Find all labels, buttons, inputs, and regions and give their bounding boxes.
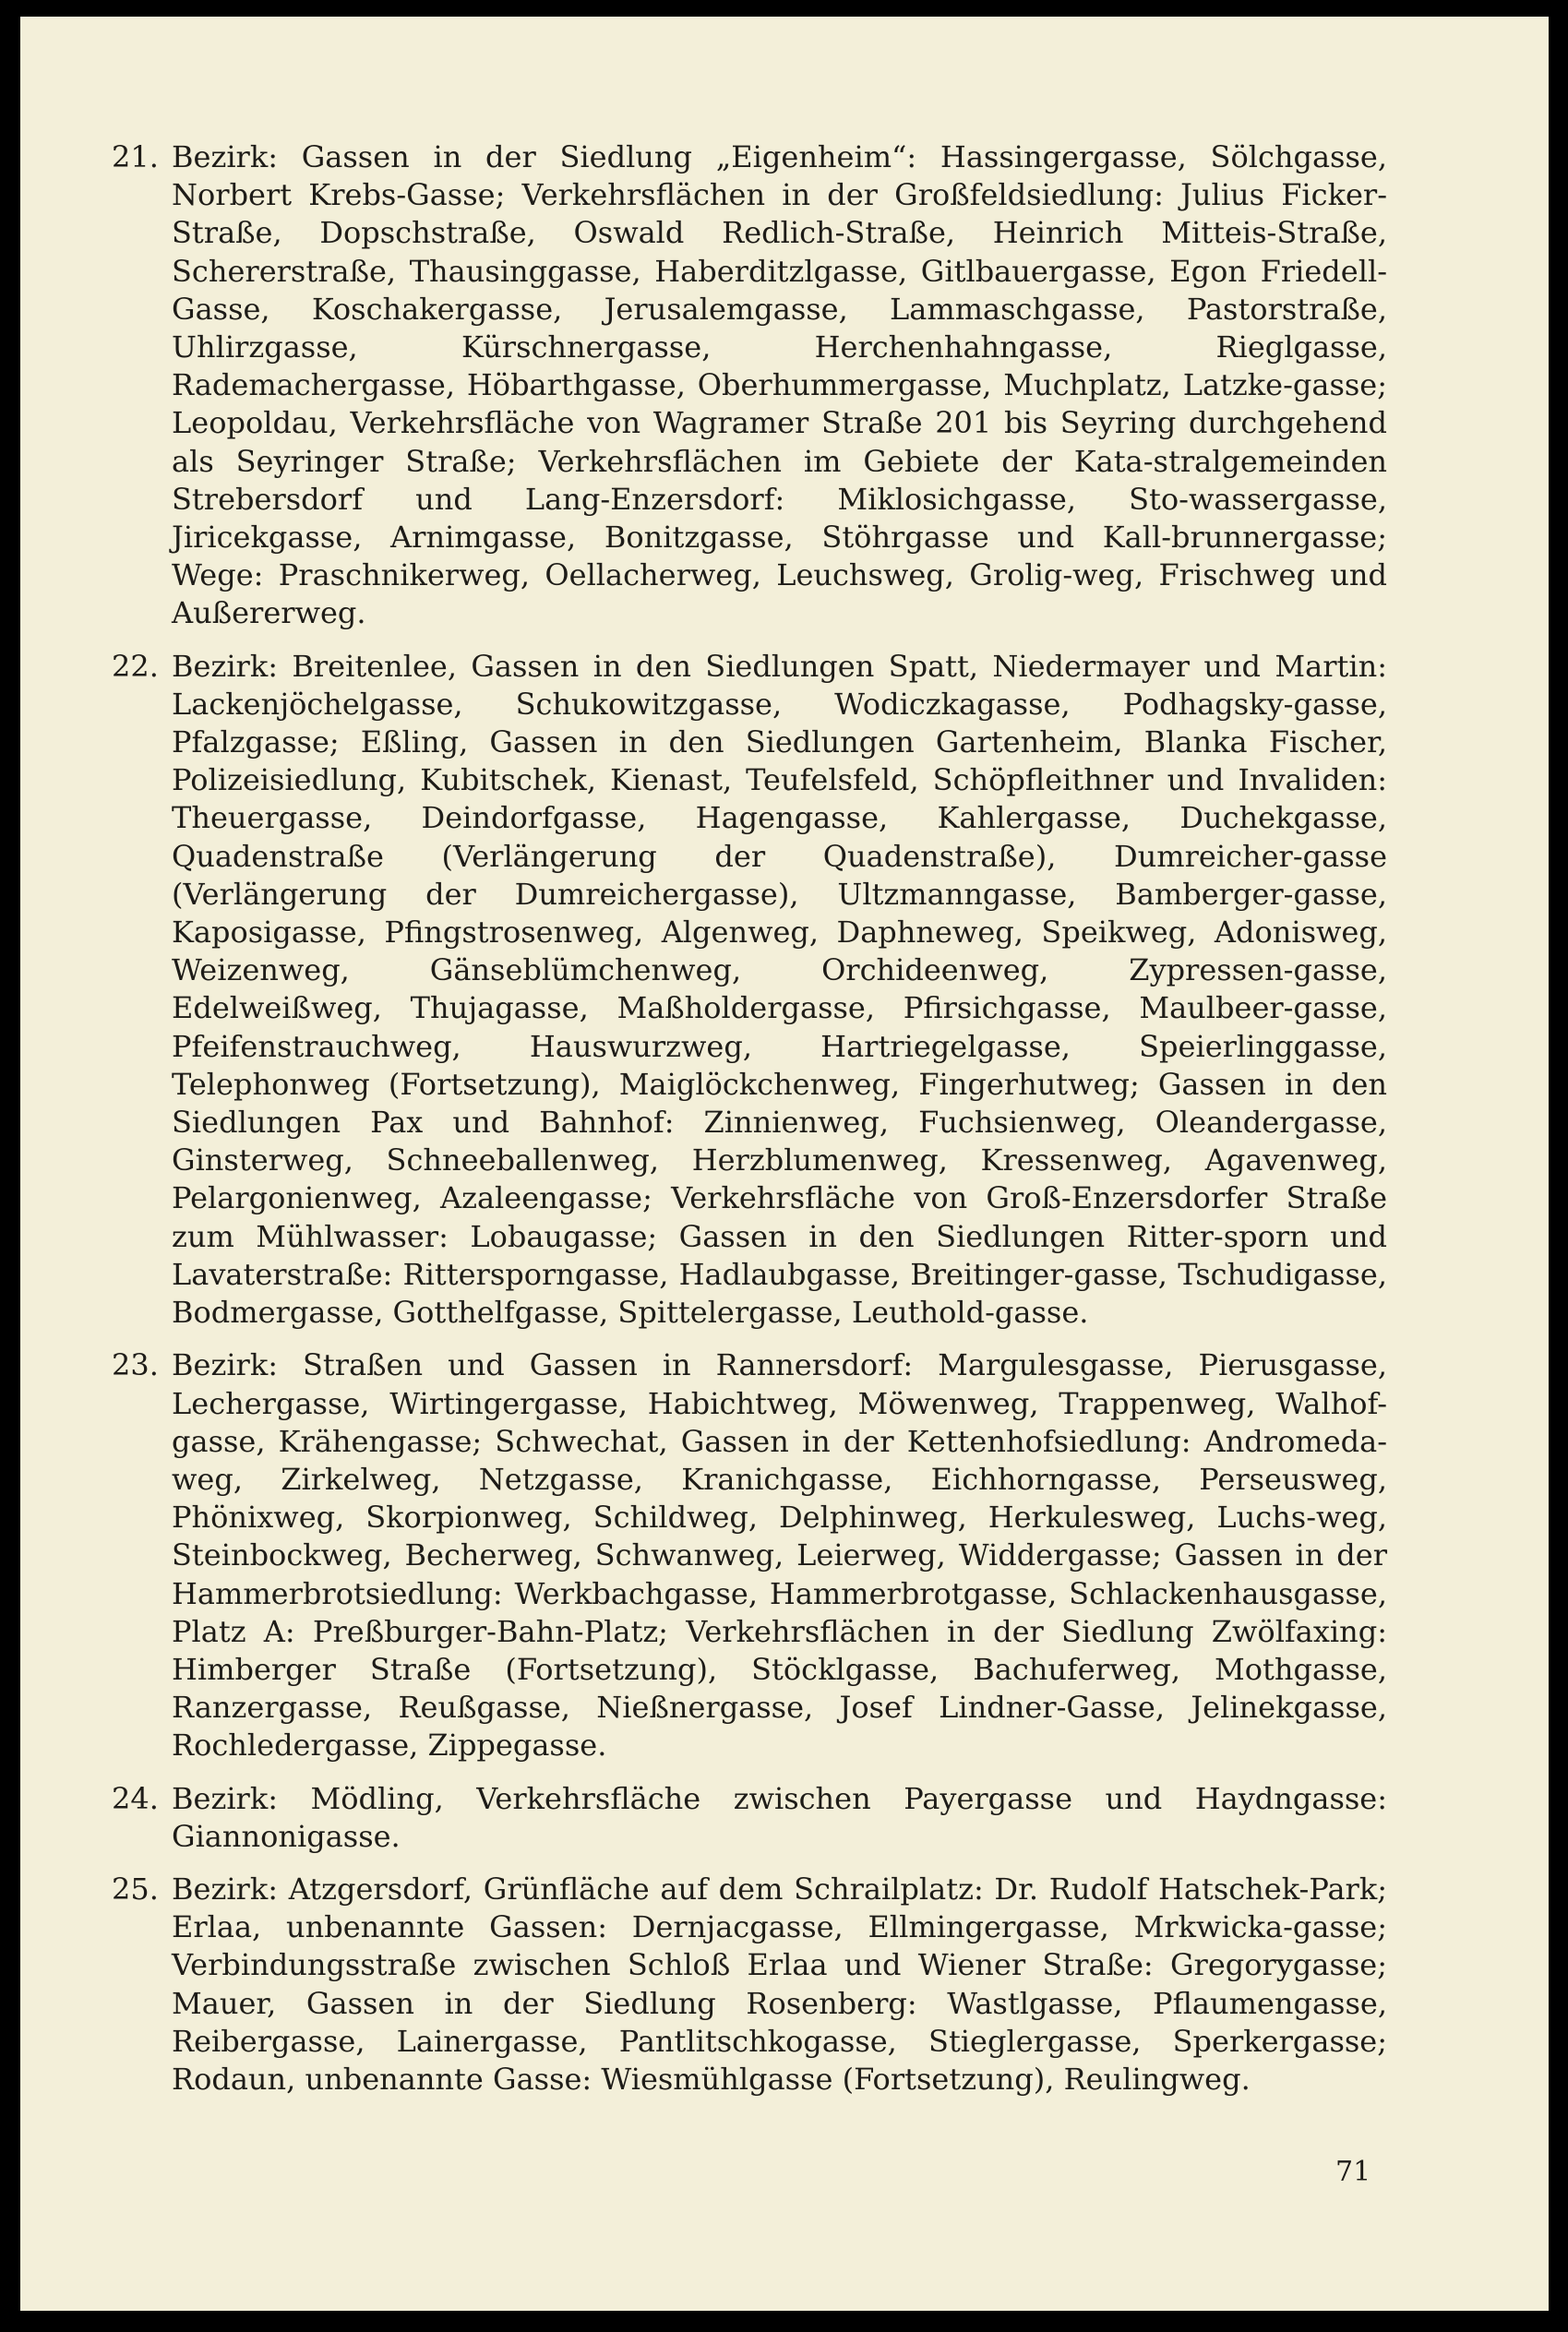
page-content bbox=[112, 138, 1387, 2113]
document-page bbox=[20, 17, 1549, 2311]
entry-number: 25. bbox=[112, 1871, 159, 1907]
entry-number: 23. bbox=[112, 1347, 159, 1383]
entry-text: Bezirk: Mödling, Verkehrsfläche zwischen Payergasse und Haydngasse: Giannonigasse. bbox=[172, 1780, 1387, 1854]
entry-text: Bezirk: Atzgersdorf, Grünfläche auf dem Schrailplatz: Dr. Rudolf Hatschek-Park; Erlaa, unbenannte Gassen: Dernjacgasse, Ellmingergasse, Mrkwicka-gasse; Verbindungsstraße zwischen Schloß Erlaa und Wiener Straße: Gregorygasse; Mauer, Gassen in der Siedlung Rosenberg: Wastlgasse, Pflaumengasse, Reibergasse, Lainergasse, Pantlitschkogasse, Stieglergasse, Sperkergasse; Rodaun, unbenannte Gasse: Wiesmühlgasse (Fortsetzung), Reulingweg. bbox=[172, 1871, 1387, 2097]
district-entry-22 bbox=[112, 648, 1387, 1333]
entry-text: Bezirk: Gassen in der Siedlung „Eigenheim“: Hassingergasse, Sölchgasse, Norbert Krebs-Gasse; Verkehrsflächen in der Großfeldsiedlung: Julius Ficker-Straße, Dopschstraße, Oswald Redlich-Straße, Heinrich Mitteis-Straße, Schererstraße, Thausinggasse, Haberditzlgasse, Gitlbauergasse, Egon Friedell-Gasse, Koschakergasse, Jerusalemgasse, Lammaschgasse, Pastorstraße, Uhlirzgasse, Kürschnergasse, Herchenhahngasse, Rieglgasse, Rademachergasse, Höbarthgasse, Oberhummergasse, Muchplatz, Latzke-gasse; Leopoldau, Verkehrsfläche von Wagramer Straße 201 bis Seyring durchgehend als Seyringer Straße; Verkehrsflächen im Gebiete der Kata-stralgemeinden Strebersdorf und Lang-Enzersdorf: Miklosichgasse, Sto-wassergasse, Jiricekgasse, Arnimgasse, Bonitzgasse, Stöhrgasse und Kall-brunnergasse; Wege: Praschnikerweg, Oellacherweg, Leuchsweg, Grolig-weg, Frischweg und Außererweg. bbox=[172, 139, 1387, 631]
page-number: 71 bbox=[1335, 2156, 1371, 2188]
district-entry-24 bbox=[112, 1780, 1387, 1856]
entry-number: 24. bbox=[112, 1780, 159, 1816]
entry-number: 22. bbox=[112, 648, 159, 684]
entry-text: Bezirk: Breitenlee, Gassen in den Siedlungen Spatt, Niedermayer und Martin: Lackenjöchelgasse, Schukowitzgasse, Wodiczkagasse, Podhagsky-gasse, Pfalzgasse; Eßling, Gassen in den Siedlungen Gartenheim, Blanka Fischer, Polizeisiedlung, Kubitschek, Kienast, Teufelsfeld, Schöpfleithner und Invaliden: Theuergasse, Deindorfgasse, Hagengasse, Kahlergasse, Duchekgasse, Quadenstraße (Verlängerung der Quadenstraße), Dumreicher-gasse (Verlängerung der Dumreichergasse), Ultzmanngasse, Bamberger-gasse, Kaposigasse, Pfingstrosenweg, Algenweg, Daphneweg, Speikweg, Adonisweg, Weizenweg, Gänseblümchenweg, Orchideenweg, Zypressen-gasse, Edelweißweg, Thujagasse, Maßholdergasse, Pfirsichgasse, Maulbeer-gasse, Pfeifenstrauchweg, Hauswurzweg, Hartriegelgasse, Speierlinggasse, Telephonweg (Fortsetzung), Maiglöckchenweg, Fingerhutweg; Gassen in den Siedlungen Pax und Bahnhof: Zinnienweg, Fuchsienweg, Oleandergasse, Ginsterweg, Schneeballenweg, Herzblumenweg, Kressenweg, Agavenweg, Pelargonienweg, Azaleengasse; Verkehrsfläche von Groß-Enzersdorfer Straße zum Mühlwasser: Lobaugasse; Gassen in den Siedlungen Ritter-sporn und Lavaterstraße: Rittersporngasse, Hadlaubgasse, Breitinger-gasse, Tschudigasse, Bodmergasse, Gotthelfgasse, Spittelergasse, Leuthold-gasse. bbox=[172, 648, 1387, 1331]
district-entry-21 bbox=[112, 138, 1387, 633]
district-entry-23 bbox=[112, 1346, 1387, 1764]
entry-text: Bezirk: Straßen und Gassen in Rannersdorf: Margulesgasse, Pierusgasse, Lechergasse, Wirtingergasse, Habichtweg, Möwenweg, Trappenweg, Walhof-gasse, Krähengasse; Schwechat, Gassen in der Kettenhofsiedlung: Andromeda-weg, Zirkelweg, Netzgasse, Kranichgasse, Eichhorngasse, Perseusweg, Phönixweg, Skorpionweg, Schildweg, Delphinweg, Herkulesweg, Luchs-weg, Steinbockweg, Becherweg, Schwanweg, Leierweg, Widdergasse; Gassen in der Hammerbrotsiedlung: Werkbachgasse, Hammerbrotgasse, Schlackenhausgasse, Platz A: Preßburger-Bahn-Platz; Verkehrsflächen in der Siedlung Zwölfaxing: Himberger Straße (Fortsetzung), Stöcklgasse, Bachuferweg, Mothgasse, Ranzergasse, Reußgasse, Nießnergasse, Josef Lindner-Gasse, Jelinekgasse, Rochledergasse, Zippegasse. bbox=[172, 1347, 1387, 1764]
district-entry-25 bbox=[112, 1871, 1387, 2099]
entry-number: 21. bbox=[112, 139, 159, 174]
